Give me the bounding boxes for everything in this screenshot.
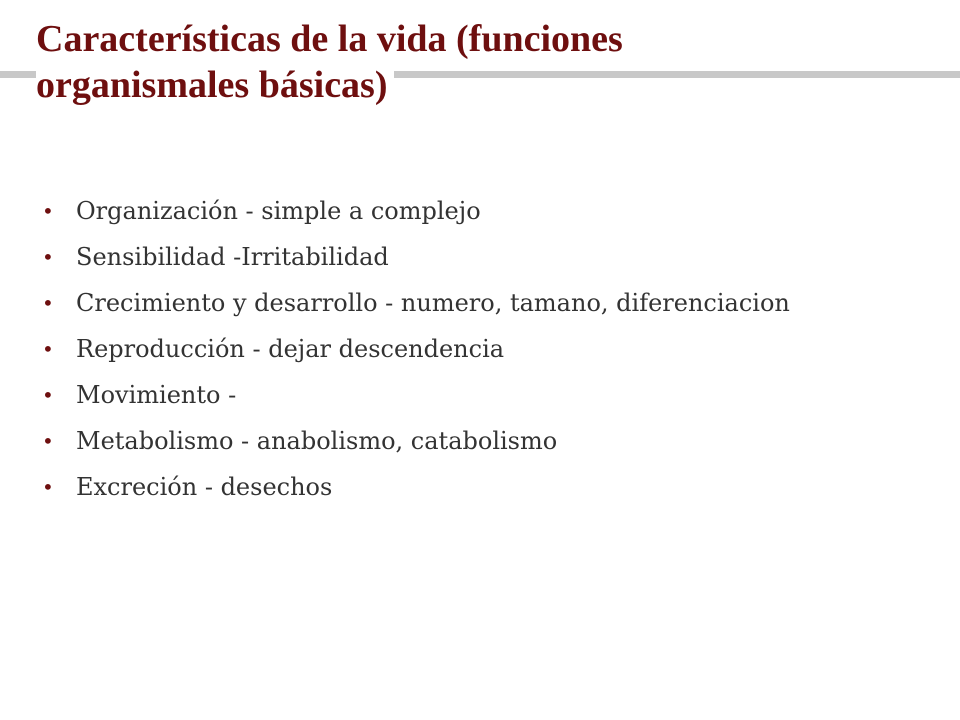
bullet-item-sensibilidad [42, 242, 902, 272]
slide-title-line-2: organismales básicas) [36, 62, 394, 108]
bullet-icon: • [42, 429, 54, 453]
bullet-item-movimiento [42, 380, 902, 410]
bullet-icon: • [42, 475, 54, 499]
bullet-item-reproduccion [42, 334, 902, 364]
bullet-icon: • [42, 291, 54, 315]
bullet-icon: • [42, 199, 54, 223]
bullet-text: Crecimiento y desarrollo - numero, tamano, diferenciacion [76, 289, 790, 317]
bullet-text: Reproducción - dejar descendencia [76, 335, 505, 363]
bullet-icon: • [42, 383, 54, 407]
bullet-item-crecimiento [42, 288, 902, 318]
bullet-item-metabolismo [42, 426, 902, 456]
bullet-item-excrecion [42, 472, 902, 502]
slide-title [36, 16, 916, 108]
bullet-text: Movimiento - [76, 381, 237, 409]
slide-title-line-1: Características de la vida (funciones [36, 18, 623, 60]
bullet-icon: • [42, 337, 54, 361]
bullet-text: Sensibilidad -Irritabilidad [76, 243, 389, 271]
bullet-text: Organización - simple a complejo [76, 197, 481, 225]
bullet-icon: • [42, 245, 54, 269]
bullet-item-organizacion [42, 196, 902, 226]
bullet-text: Metabolismo - anabolismo, catabolismo [76, 427, 558, 455]
bullet-list [42, 196, 902, 518]
bullet-text: Excreción - desechos [76, 473, 333, 501]
